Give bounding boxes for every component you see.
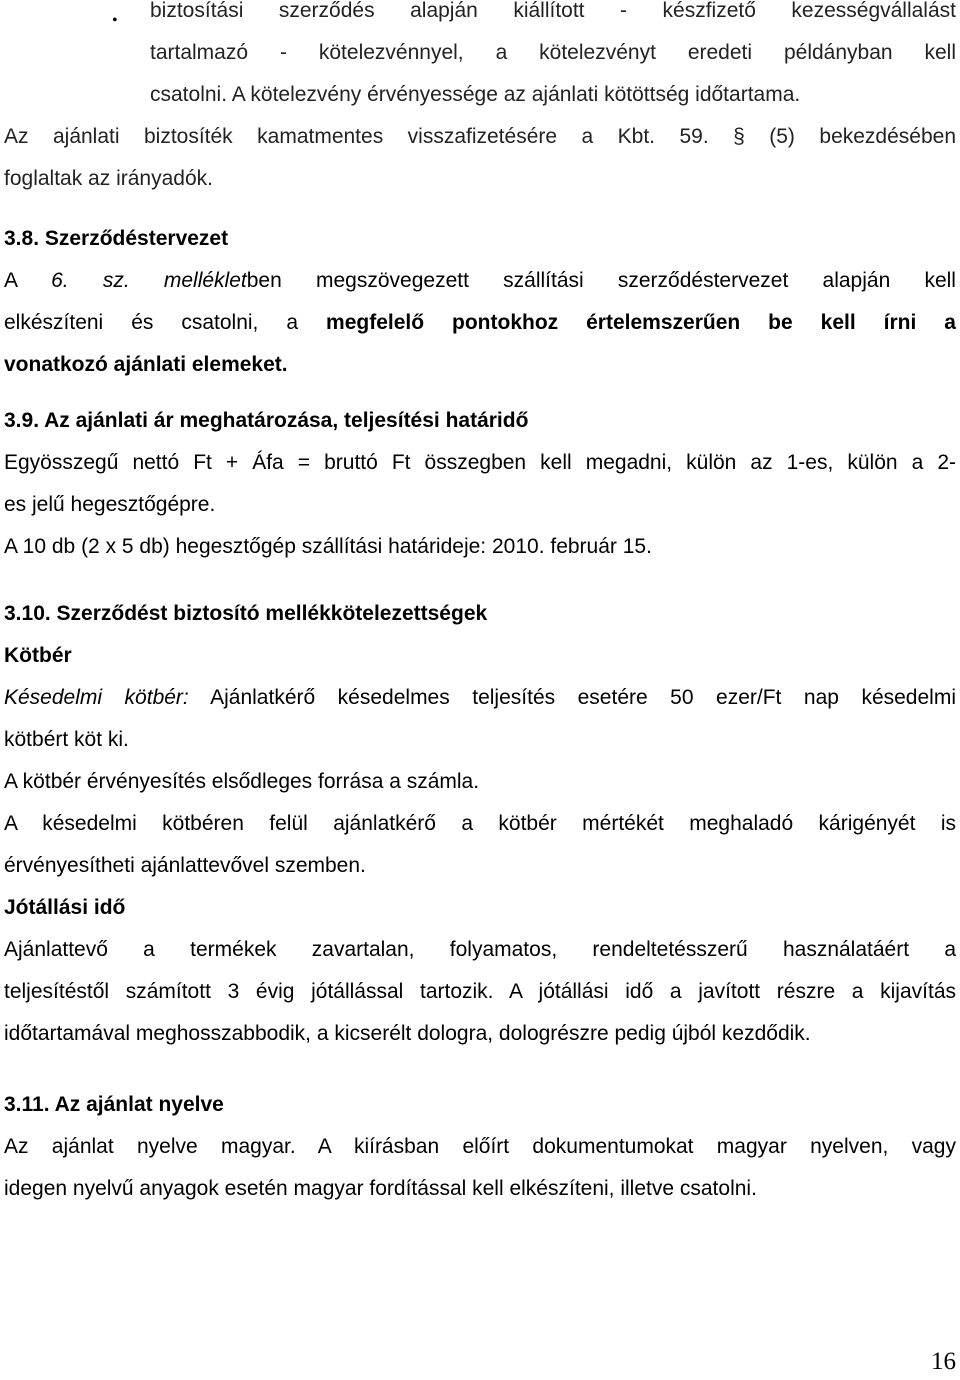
jotallas-line-2: teljesítéstől számított 3 évig jótállással tartozik. A jótállási idő a javított részre a kijavítás [4,980,956,1003]
jotallas-line-1: Ajánlattevő a termékek zavartalan, folyamatos, rendeltetésszerű használatáért a [4,938,956,961]
section-3-9 [4,400,956,568]
section-3-11-line-2: idegen nyelvű anyagok esetén magyar fordítással kell elkészíteni, illetve csatolni. [4,1177,757,1200]
kesedelmi-line-1: Késedelmi kötbér: Ajánlatkérő késedelmes teljesítés esetére 50 ezer/Ft nap késedelmi [4,686,956,709]
page-number: 16 [931,1348,956,1375]
jotallas-heading: Jótállási idő [4,896,126,919]
section-3-8-line-1: A 6. sz. mellékletben megszövegezett szállítási szerződéstervezet alapján kell [4,269,956,292]
section-3-8-line-3: vonatkozó ajánlati elemeket. [4,353,288,376]
section-3-11 [4,1084,956,1210]
section-3-11-heading: 3.11. Az ajánlat nyelve [4,1093,224,1116]
section-3-10 [4,593,956,1055]
jotallas-line-3: időtartamával meghosszabbodik, a kicserélt dologra, dologrészre pedig újból kezdődik. [4,1022,811,1045]
section-3-9-heading: 3.9. Az ajánlati ár meghatározása, teljesítési határidő [4,409,529,432]
biztositek-paragraph [4,116,956,200]
karigeny-line-1: A késedelmi kötbéren felül ajánlatkérő a kötbér mértékét meghaladó kárigényét is [4,812,956,835]
karigeny-line-2: érvényesítheti ajánlattevővel szemben. [4,854,366,877]
kotber-heading: Kötbér [4,644,72,667]
bullet-line-2: tartalmazó - kötelezvénnyel, a kötelezvényt eredeti példányban kell [150,41,956,64]
section-3-8-heading: 3.8. Szerződéstervezet [4,227,229,250]
bullet-line-1: biztosítási szerződés alapján kiállított - készfizető kezességvállalást [150,0,956,22]
kesedelmi-line-2: kötbért köt ki. [4,728,129,751]
biztositek-line-1: Az ajánlati biztosíték kamatmentes visszafizetésére a Kbt. 59. § (5) bekezdésében [4,125,956,148]
section-3-11-line-1: Az ajánlat nyelve magyar. A kiírásban előírt dokumentumokat magyar nyelven, vagy [4,1135,956,1158]
section-3-9-line-3: A 10 db (2 x 5 db) hegesztőgép szállítási határideje: 2010. február 15. [4,535,652,558]
bullet-line-3: csatolni. A kötelezvény érvényessége az ajánlati kötöttség időtartama. [150,83,801,106]
biztositek-line-2: foglaltak az irányadók. [4,167,213,190]
kotber-forras: A kötbér érvényesítés elsődleges forrása a számla. [4,770,480,793]
section-3-8 [4,218,956,386]
section-3-8-line-2: elkészíteni és csatolni, a megfelelő pontokhoz értelemszerűen be kell írni a [4,311,956,334]
section-3-9-line-2: es jelű hegesztőgépre. [4,493,216,516]
bullet-icon: • [112,12,118,29]
section-3-9-line-1: Egyösszegű nettó Ft + Áfa = bruttó Ft összegben kell megadni, külön az 1-es, külön a 2- [4,451,956,474]
section-3-10-heading: 3.10. Szerződést biztosító mellékkötelezettségek [4,602,488,625]
